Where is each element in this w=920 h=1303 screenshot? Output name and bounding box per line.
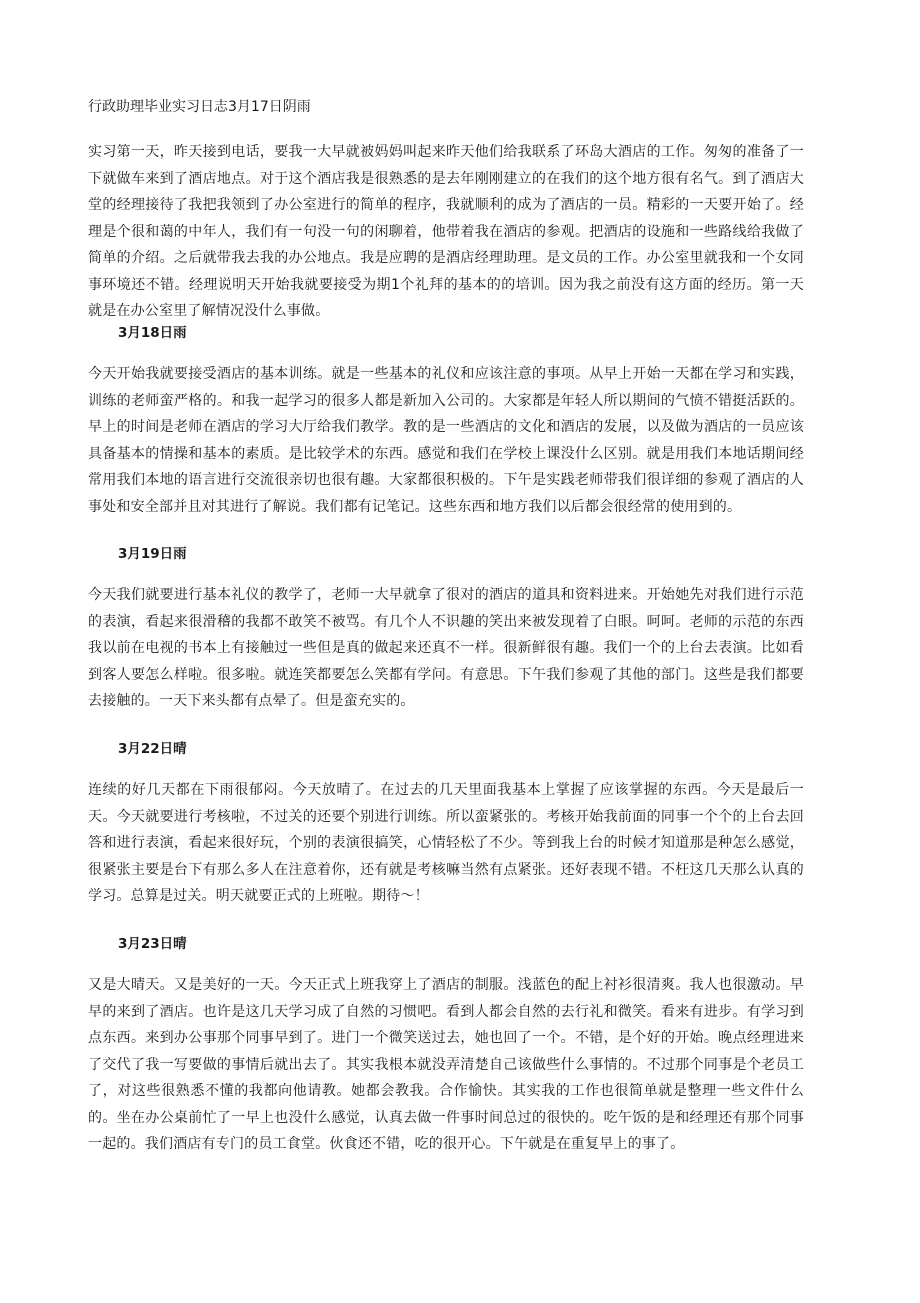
document-title: 行政助理毕业实习日志3月17日阴雨 xyxy=(88,99,311,115)
entry-intro-body: 实习第一天，昨天接到电话，要我一大早就被妈妈叫起来昨天他们给我联系了环岛大酒店的工作。匆匆的准备了一下就做车来到了酒店地点。对于这个酒店我是很熟悉的是去年刚刚建立的在我们的这个地方很有名气。到了酒店大堂的经理接待了我把我领到了办公室进行的简单的程序，我就顺利的成为了酒店的一员。精彩的一天要开始了。经理是个很和蔼的中年人，我们有一句没一句的闲聊着，他带着我在酒店的参观。把酒店的设施和一些路线给我做了简单的介绍。之后就带我去我的办公地点。我是应聘的是酒店经理助理。是文员的工作。办公室里就我和一个女同事环境还不错。经理说明天开始我就要接受为期1个礼拜的基本的的培训。因为我之前没有这方面的经历。第一天就是在办公室里了解情况没什么事做。 xyxy=(88,144,804,319)
entry-heading-0322: 3月22日晴 xyxy=(118,741,187,757)
entry-body-0323: 又是大晴天。又是美好的一天。今天正式上班我穿上了酒店的制服。浅蓝色的配上衬衫很清爽。我人也很激动。早早的来到了酒店。也许是这几天学习成了自然的习惯吧。看到人都会自然的去行礼和微笑。看来有进步。有学习到点东西。来到办公事那个同事早到了。进门一个微笑送过去，她也回了一个。不错，是个好的开始。晚点经理进来了交代了我一写要做的事情后就出去了。其实我根本就没弄清楚自己该做些什么事情的。不过那个同事是个老员工了，对这些很熟悉不懂的我都向他请教。她都会教我。合作愉快。其实我的工作也很简单就是整理一些文件什么的。坐在办公桌前忙了一早上也没什么感觉，认真去做一件事时间总过的很快的。吃午饭的是和经理还有那个同事一起的。我们酒店有专门的员工食堂。伙食还不错，吃的很开心。下午就是在重复早上的事了。 xyxy=(88,977,804,1152)
entry-heading-0318: 3月18日雨 xyxy=(118,325,187,341)
entry-body-0322: 连续的好几天都在下雨很郁闷。今天放晴了。在过去的几天里面我基本上掌握了应该掌握的东西。今天是最后一天。今天就要进行考核啦，不过关的还要个别进行训练。所以蛮紧张的。考核开始我前面的同事一个个的上台去回答和进行表演，看起来很好玩，个别的表演很搞笑，心情轻松了不少。等到我上台的时候才知道那是种怎么感觉，很紧张主要是台下有那么多人在注意着你，还有就是考核嘛当然有点紧张。还好表现不错。不枉这几天那么认真的学习。总算是过关。明天就要正式的上班啦。期待～！ xyxy=(88,782,804,904)
entry-body-0318: 今天开始我就要接受酒店的基本训练。就是一些基本的礼仪和应该注意的事项。从早上开始一天都在学习和实践，训练的老师蛮严格的。和我一起学习的很多人都是新加入公司的。大家都是年轻人所以期间的气愤不错挺活跃的。早上的时间是老师在酒店的学习大厅给我们教学。教的是一些酒店的文化和酒店的发展，以及做为酒店的一员应该具备基本的情操和基本的素质。是比较学术的东西。感觉和我们在学校上课没什么区别。就是用我们本地话期间经常用我们本地的语言进行交流很亲切也很有趣。大家都很积极的。下午是实践老师带我们很详细的参观了酒店的人事处和安全部并且对其进行了解说。我们都有记笔记。这些东西和地方我们以后都会很经常的使用到的。 xyxy=(88,366,804,515)
entry-body-0319: 今天我们就要进行基本礼仪的教学了，老师一大早就拿了很对的酒店的道具和资料进来。开始她先对我们进行示范的表演，看起来很滑稽的我都不敢笑不被骂。有几个人不识趣的笑出来被发现着了白眼。呵呵。老师的示范的东西我以前在电视的书本上有接触过一些但是真的做起来还真不一样。很新鲜很有趣。我们一个的上台去表演。比如看到客人要怎么样啦。很多啦。就连笑都要怎么笑都有学问。有意思。下午我们参观了其他的部门。这些是我们都要去接触的。一天下来头都有点晕了。但是蛮充实的。 xyxy=(88,587,804,709)
entry-heading-0323: 3月23日晴 xyxy=(118,936,187,952)
entry-heading-0319: 3月19日雨 xyxy=(118,546,187,562)
